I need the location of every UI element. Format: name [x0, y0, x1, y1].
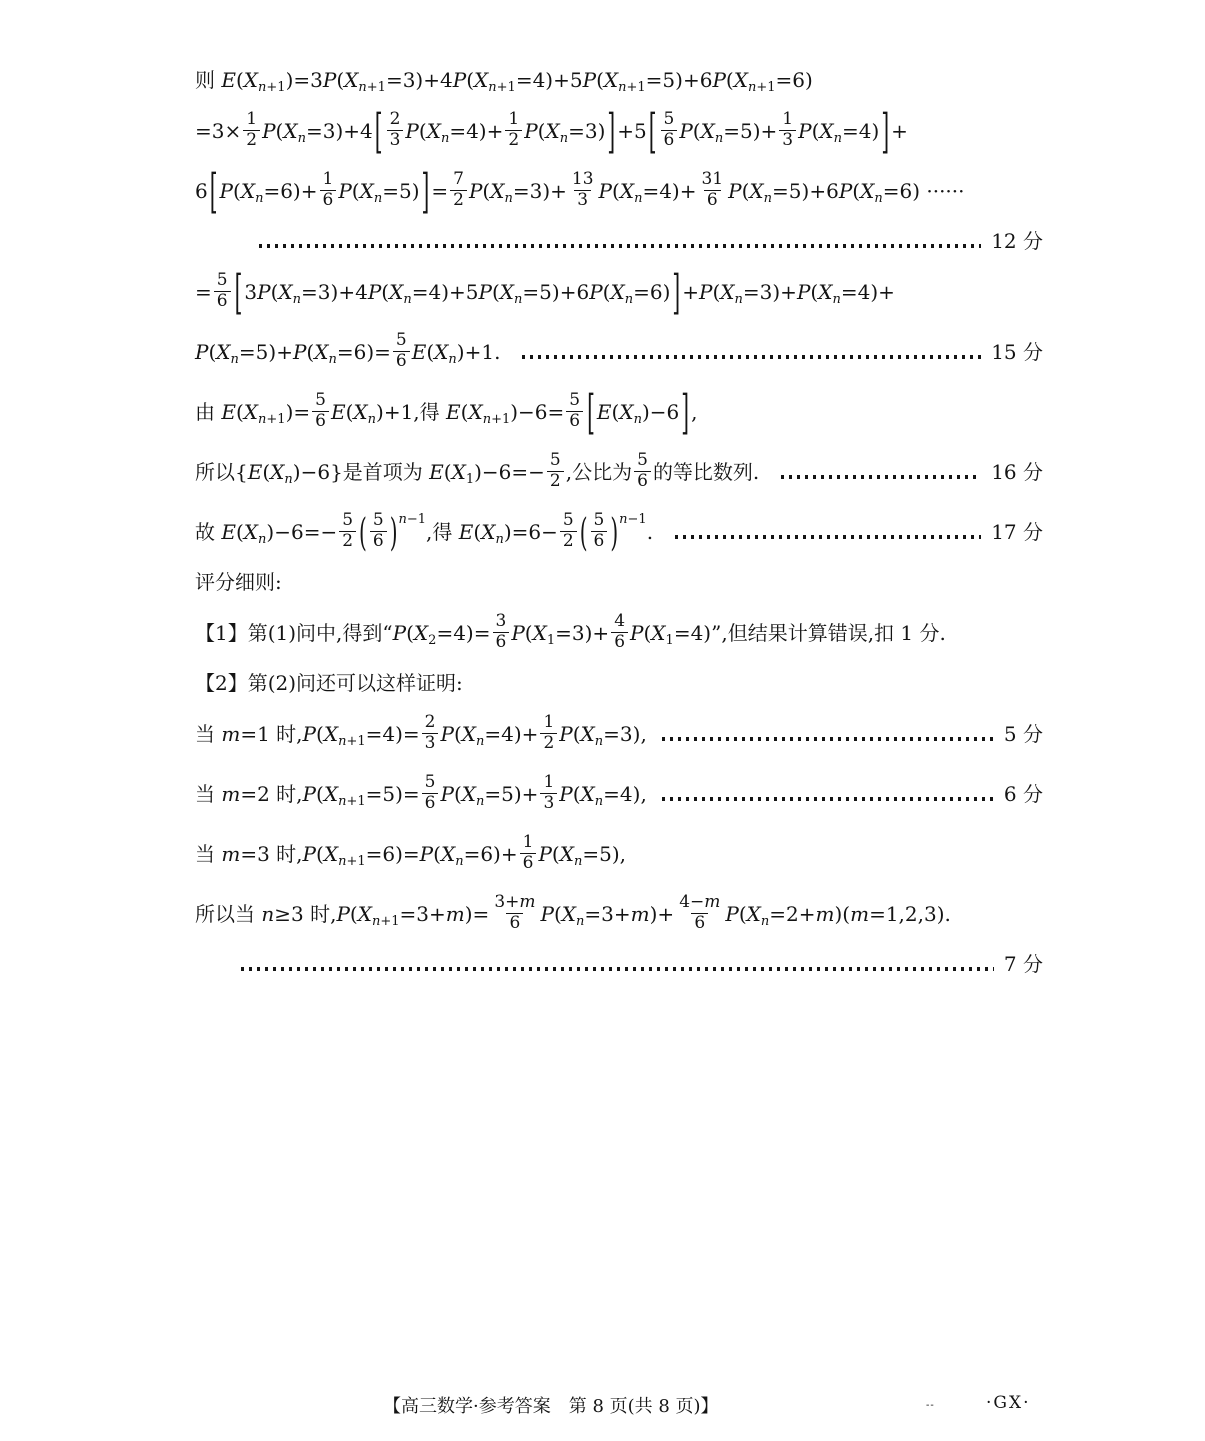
subscript: n [594, 733, 604, 749]
formula-text: P(X [538, 841, 574, 866]
subscript: n [258, 531, 267, 547]
dot-leader [781, 475, 981, 479]
formula-text: 当 m=3 时,P(X [195, 841, 339, 866]
formula-text: 当 m=2 时,P(X [195, 781, 339, 806]
left-square-bracket: [ [374, 102, 383, 159]
formula-text: =5)+ [484, 781, 539, 806]
formula-text: P(X [219, 178, 256, 203]
fraction-numerator: 2 [389, 109, 401, 130]
formula-text: =4)+ [642, 178, 697, 203]
formula-line [195, 826, 1043, 881]
formula-text: ,公比为 [565, 459, 633, 484]
formula-text: =5)+6P(X [645, 68, 748, 92]
formula-text: )−6=− [474, 459, 545, 484]
formula-text: )−6= [510, 399, 565, 424]
formula-text: =3)+4P(X [385, 68, 489, 92]
fraction-denominator: 6 [661, 130, 678, 151]
subscript: n [476, 793, 485, 809]
formula-line [195, 886, 1043, 941]
formula-line [195, 223, 1043, 259]
fraction [698, 170, 726, 210]
formula-line [195, 605, 1043, 660]
score-label: 17 分 [991, 519, 1043, 544]
fraction-numerator: 5 [342, 510, 354, 531]
fraction [611, 612, 628, 652]
formula-text: =5)= [365, 781, 420, 806]
subscript: n+1 [358, 80, 386, 96]
fraction [491, 893, 538, 933]
subscript: n [573, 853, 583, 869]
fraction-numerator: 4−m [679, 892, 721, 913]
fraction-numerator: 3+m [494, 892, 536, 913]
formula-text: =3)+4 [305, 118, 373, 143]
subscript: n+1 [338, 733, 366, 749]
fraction-denominator: 3 [422, 733, 439, 754]
formula-text: 当 m=1 时,P(X [195, 721, 339, 746]
formula-line [195, 163, 1043, 218]
formula-line [195, 444, 1043, 499]
fraction [493, 612, 510, 652]
fraction [312, 391, 329, 431]
fraction-numerator: 1 [508, 109, 520, 130]
right-square-bracket: ] [881, 102, 890, 159]
formula-text: 【1】第(1)问中,得到“P(X [195, 620, 429, 645]
formula-text: + [891, 118, 908, 143]
formula-text: E(X [411, 339, 449, 364]
subscript: n [594, 793, 604, 809]
subscript: n [495, 531, 504, 547]
left-square-bracket: [ [648, 102, 657, 159]
fraction-denominator: 2 [540, 733, 557, 754]
fraction [393, 331, 410, 371]
score-label: 16 分 [991, 459, 1043, 484]
formula-text: =4)+ [484, 721, 539, 746]
formula-text: P(X [468, 178, 505, 203]
formula-text: =6) [633, 279, 671, 304]
formula-text: 故 E(X [195, 519, 259, 544]
formula-text: 【2】第(2)问还可以这样证明: [195, 671, 463, 695]
fraction-denominator: 6 [370, 531, 387, 552]
fraction-numerator: 5 [372, 510, 384, 531]
subscript: 1 [465, 471, 475, 487]
fraction [339, 511, 356, 551]
formula-text: =6)+ [463, 841, 518, 866]
score-label: 6 分 [1003, 781, 1043, 806]
subscript: n [559, 130, 569, 146]
formula-text: P(X [540, 901, 577, 926]
formula-text: =6) [775, 68, 813, 92]
formula-text: =2+m)(m=1,2,3). [769, 901, 951, 926]
formula-text: =3), [603, 721, 654, 746]
fraction-numerator: 5 [216, 270, 228, 291]
fraction-numerator: 1 [543, 772, 555, 793]
formula-text: . [646, 519, 666, 544]
subscript: 1 [546, 632, 556, 648]
subscript: n [440, 130, 450, 146]
fraction [450, 170, 467, 210]
formula-text: +P(X [682, 279, 735, 304]
formula-text: =3)+P(X [742, 279, 833, 304]
footer-gx-code: ·GX· [986, 1393, 1031, 1413]
formula-text: P(X [195, 339, 231, 364]
fraction [779, 110, 796, 150]
formula-text: =4)+5P(X [515, 68, 619, 92]
formula-text: P(X [725, 901, 761, 926]
fraction-numerator: 5 [663, 109, 675, 130]
subscript: n+1 [258, 411, 286, 427]
fraction [661, 110, 678, 150]
fraction-numerator: 2 [424, 712, 436, 733]
formula-text: =4)+5P(X [411, 279, 515, 304]
formula-text: =6)+ [263, 178, 318, 203]
formula-text: =5)+P(X [238, 339, 329, 364]
fraction [540, 773, 557, 813]
formula-text: P(X [559, 721, 595, 746]
page-footer [0, 1392, 1205, 1422]
formula-line [195, 384, 1043, 439]
formula-text: =3) [568, 118, 606, 143]
left-paren: ( [579, 508, 588, 555]
fraction-numerator: 3 [495, 611, 507, 632]
formula-text: )=6− [503, 519, 558, 544]
fraction-numerator: 1 [246, 109, 258, 130]
formula-text: )−6=− [266, 519, 338, 544]
left-paren: ( [359, 508, 367, 555]
fraction [634, 451, 651, 491]
right-square-bracket: ] [421, 162, 430, 219]
fraction-numerator: 1 [543, 712, 555, 733]
formula-text: = [195, 279, 212, 304]
formula-text: )+1. [456, 339, 514, 364]
fraction-numerator: 13 [571, 169, 594, 190]
formula-line [195, 324, 1043, 379]
right-paren: ) [610, 508, 619, 555]
formula-line [195, 766, 1043, 821]
subscript: n [714, 130, 724, 146]
subscript: n [455, 853, 464, 869]
dot-leader [675, 535, 981, 539]
fraction-denominator: 6 [506, 913, 523, 934]
fraction [547, 451, 564, 491]
fraction [370, 511, 387, 551]
subscript: n [832, 291, 841, 307]
fraction-denominator: 2 [339, 531, 356, 552]
formula-text: =4)= [365, 721, 420, 746]
subscript: n+1 [747, 80, 776, 96]
left-square-bracket: [ [209, 162, 218, 219]
fraction [320, 170, 337, 210]
fraction [422, 773, 439, 813]
dot-leader [241, 967, 994, 971]
formula-text: 的等比数列. [652, 459, 773, 484]
score-label: 12 分 [991, 229, 1043, 253]
subscript: n [292, 291, 302, 307]
subscript: n [476, 733, 485, 749]
fraction [422, 713, 439, 753]
fraction-denominator: 2 [505, 130, 522, 151]
formula-text: 评分细则: [195, 570, 282, 594]
formula-text: 3P(X [244, 279, 293, 304]
subscript: 1 [665, 632, 674, 648]
fraction-denominator: 6 [634, 471, 651, 492]
fraction [540, 713, 557, 753]
formula-text: 由 E(X [195, 399, 259, 424]
fraction-numerator: 5 [637, 450, 648, 471]
answer-key-content [195, 62, 1043, 987]
superscript: n−1 [619, 511, 647, 527]
footer-print-artifact: -- [926, 1400, 935, 1411]
subscript: n [373, 190, 383, 206]
fraction-numerator: 1 [782, 109, 794, 130]
fraction-denominator: 3 [779, 130, 796, 151]
formula-text: P(X [798, 118, 834, 143]
fraction-denominator: 6 [611, 632, 628, 653]
subscript: n [763, 190, 773, 206]
formula-text: =4)”,但结果计算错误,扣 1 分. [673, 620, 946, 645]
superscript: n−1 [398, 511, 427, 527]
dot-leader [522, 355, 981, 359]
score-label: 15 分 [991, 339, 1043, 364]
formula-text: =5)+6P(X [522, 279, 625, 304]
formula-text: P(X [524, 118, 560, 143]
fraction [520, 833, 537, 873]
fraction-denominator: 2 [243, 130, 260, 151]
fraction [569, 170, 597, 210]
formula-text: =4)+ [449, 118, 504, 143]
formula-text: )−6}是首项为 E(X [292, 459, 466, 484]
formula-text: E(X [596, 399, 634, 424]
fraction-numerator: 5 [315, 390, 326, 411]
fraction-numerator: 1 [322, 169, 334, 190]
subscript: n+1 [338, 793, 366, 809]
right-square-bracket: ] [681, 383, 690, 440]
formula-text: =5)+6P(X [772, 178, 875, 203]
formula-text: = [431, 178, 449, 203]
fraction-denominator: 6 [422, 793, 439, 814]
subscript: n [504, 190, 513, 206]
fraction-denominator: 3 [387, 130, 404, 151]
formula-text: 则 E(X [195, 68, 259, 92]
fraction-numerator: 4 [614, 611, 626, 632]
formula-line [195, 564, 1043, 600]
fraction-numerator: 5 [562, 510, 574, 531]
subscript: n [576, 913, 585, 929]
subscript: n+1 [338, 853, 366, 869]
subscript: n+1 [618, 80, 646, 96]
formula-text: =5), [582, 841, 626, 866]
fraction-denominator: 6 [393, 351, 410, 372]
subscript: n [255, 190, 264, 206]
fraction [214, 271, 231, 311]
subscript: n [734, 291, 743, 307]
formula-text: =6) ······ [882, 178, 965, 203]
fraction-denominator: 6 [704, 190, 721, 211]
fraction-denominator: 3 [574, 190, 591, 211]
formula-line [195, 946, 1043, 982]
fraction-denominator: 6 [566, 411, 583, 432]
fraction-numerator: 5 [549, 450, 561, 471]
right-paren: ) [389, 508, 398, 555]
fraction-numerator: 1 [522, 832, 534, 853]
fraction-numerator: 7 [453, 169, 464, 190]
dot-leader [662, 797, 994, 801]
formula-text: =4), [603, 781, 654, 806]
subscript: n [624, 291, 634, 307]
fraction-denominator: 2 [560, 531, 577, 552]
subscript: 2 [428, 632, 437, 648]
fraction-numerator: 5 [593, 510, 605, 531]
subscript: n+1 [258, 80, 286, 96]
subscript: n [514, 291, 523, 307]
fraction-denominator: 6 [520, 853, 537, 874]
formula-text: +5 [617, 118, 647, 143]
right-square-bracket: ] [672, 263, 681, 320]
subscript: n [874, 190, 883, 206]
formula-text: P(X [405, 118, 441, 143]
formula-text: =3)+ [555, 620, 610, 645]
formula-text: ,得 E(X [426, 519, 496, 544]
fraction [560, 511, 577, 551]
formula-text: P(X [598, 178, 635, 203]
formula-text: P(X [630, 620, 666, 645]
formula-text: =3)+4P(X [301, 279, 404, 304]
formula-text: =4)+ [840, 279, 895, 304]
fraction [505, 110, 522, 150]
subscript: n [367, 411, 377, 427]
fraction-denominator: 2 [450, 190, 467, 211]
fraction-denominator: 6 [591, 531, 608, 552]
formula-text: =3+m)= [399, 901, 490, 926]
formula-text: P(X [679, 118, 715, 143]
formula-text: =6)=P(X [365, 841, 456, 866]
formula-text: =3+m)+ [584, 901, 675, 926]
formula-line [195, 665, 1043, 701]
fraction [243, 110, 260, 150]
right-square-bracket: ] [607, 102, 616, 159]
formula-text: =4) [842, 118, 880, 143]
score-label: 7 分 [1003, 952, 1043, 976]
formula-text: P(X [440, 721, 477, 746]
formula-text: =6)= [336, 339, 391, 364]
subscript: n+1 [371, 913, 400, 929]
subscript: n [230, 351, 239, 367]
formula-text: )=3P(X [285, 68, 359, 92]
subscript: n [448, 351, 457, 367]
formula-text: )= [285, 399, 311, 424]
subscript: n [284, 471, 293, 487]
subscript: n [833, 130, 843, 146]
formula-text: P(X [440, 781, 477, 806]
subscript: n [328, 351, 337, 367]
fraction-denominator: 3 [540, 793, 557, 814]
fraction [566, 391, 583, 431]
formula-text: =5) [382, 178, 420, 203]
formula-text: =5)+ [723, 118, 778, 143]
left-square-bracket: [ [234, 263, 243, 320]
fraction-numerator: 31 [701, 169, 724, 190]
formula-text: 所以{E(X [195, 459, 285, 484]
formula-text: P(X [262, 118, 298, 143]
subscript: n [633, 411, 642, 427]
fraction-denominator: 6 [493, 632, 510, 653]
fraction-denominator: 6 [691, 913, 708, 934]
formula-text: )+1,得 E(X [376, 399, 483, 424]
formula-line [195, 103, 1043, 158]
formula-line [195, 62, 1043, 98]
formula-text: =4)= [436, 620, 491, 645]
footer-title: 【高三数学·参考答案 第 8 页(共 8 页)】 [383, 1396, 719, 1417]
subscript: n+1 [482, 411, 511, 427]
dot-leader [259, 244, 981, 248]
formula-text: P(X [728, 178, 764, 203]
formula-text: )−6 [641, 399, 680, 424]
fraction [676, 893, 723, 933]
fraction-denominator: 2 [547, 471, 564, 492]
dot-leader [662, 737, 994, 741]
formula-text: 6 [195, 178, 208, 203]
fraction-denominator: 6 [214, 291, 231, 312]
subscript: n [634, 190, 643, 206]
subscript: n [403, 291, 412, 307]
fraction-numerator: 5 [569, 390, 581, 411]
formula-text: E(X [330, 399, 368, 424]
formula-text: 所以当 n≥3 时,P(X [195, 901, 372, 926]
fraction [591, 511, 608, 551]
fraction-denominator: 6 [312, 411, 329, 432]
subscript: n+1 [488, 80, 516, 96]
formula-line [195, 264, 1043, 319]
fraction-numerator: 5 [395, 330, 407, 351]
formula-line [195, 706, 1043, 761]
formula-text: P(X [559, 781, 595, 806]
fraction [387, 110, 404, 150]
fraction-numerator: 5 [424, 772, 436, 793]
score-label: 5 分 [1003, 721, 1043, 746]
left-square-bracket: [ [587, 383, 595, 440]
formula-line [195, 504, 1043, 559]
fraction-denominator: 6 [320, 190, 337, 211]
formula-text: , [691, 399, 698, 424]
formula-text: P(X [511, 620, 547, 645]
subscript: n [760, 913, 770, 929]
formula-text: =3)+ [512, 178, 567, 203]
formula-text: P(X [338, 178, 374, 203]
subscript: n [297, 130, 306, 146]
formula-text: =3× [195, 118, 242, 143]
